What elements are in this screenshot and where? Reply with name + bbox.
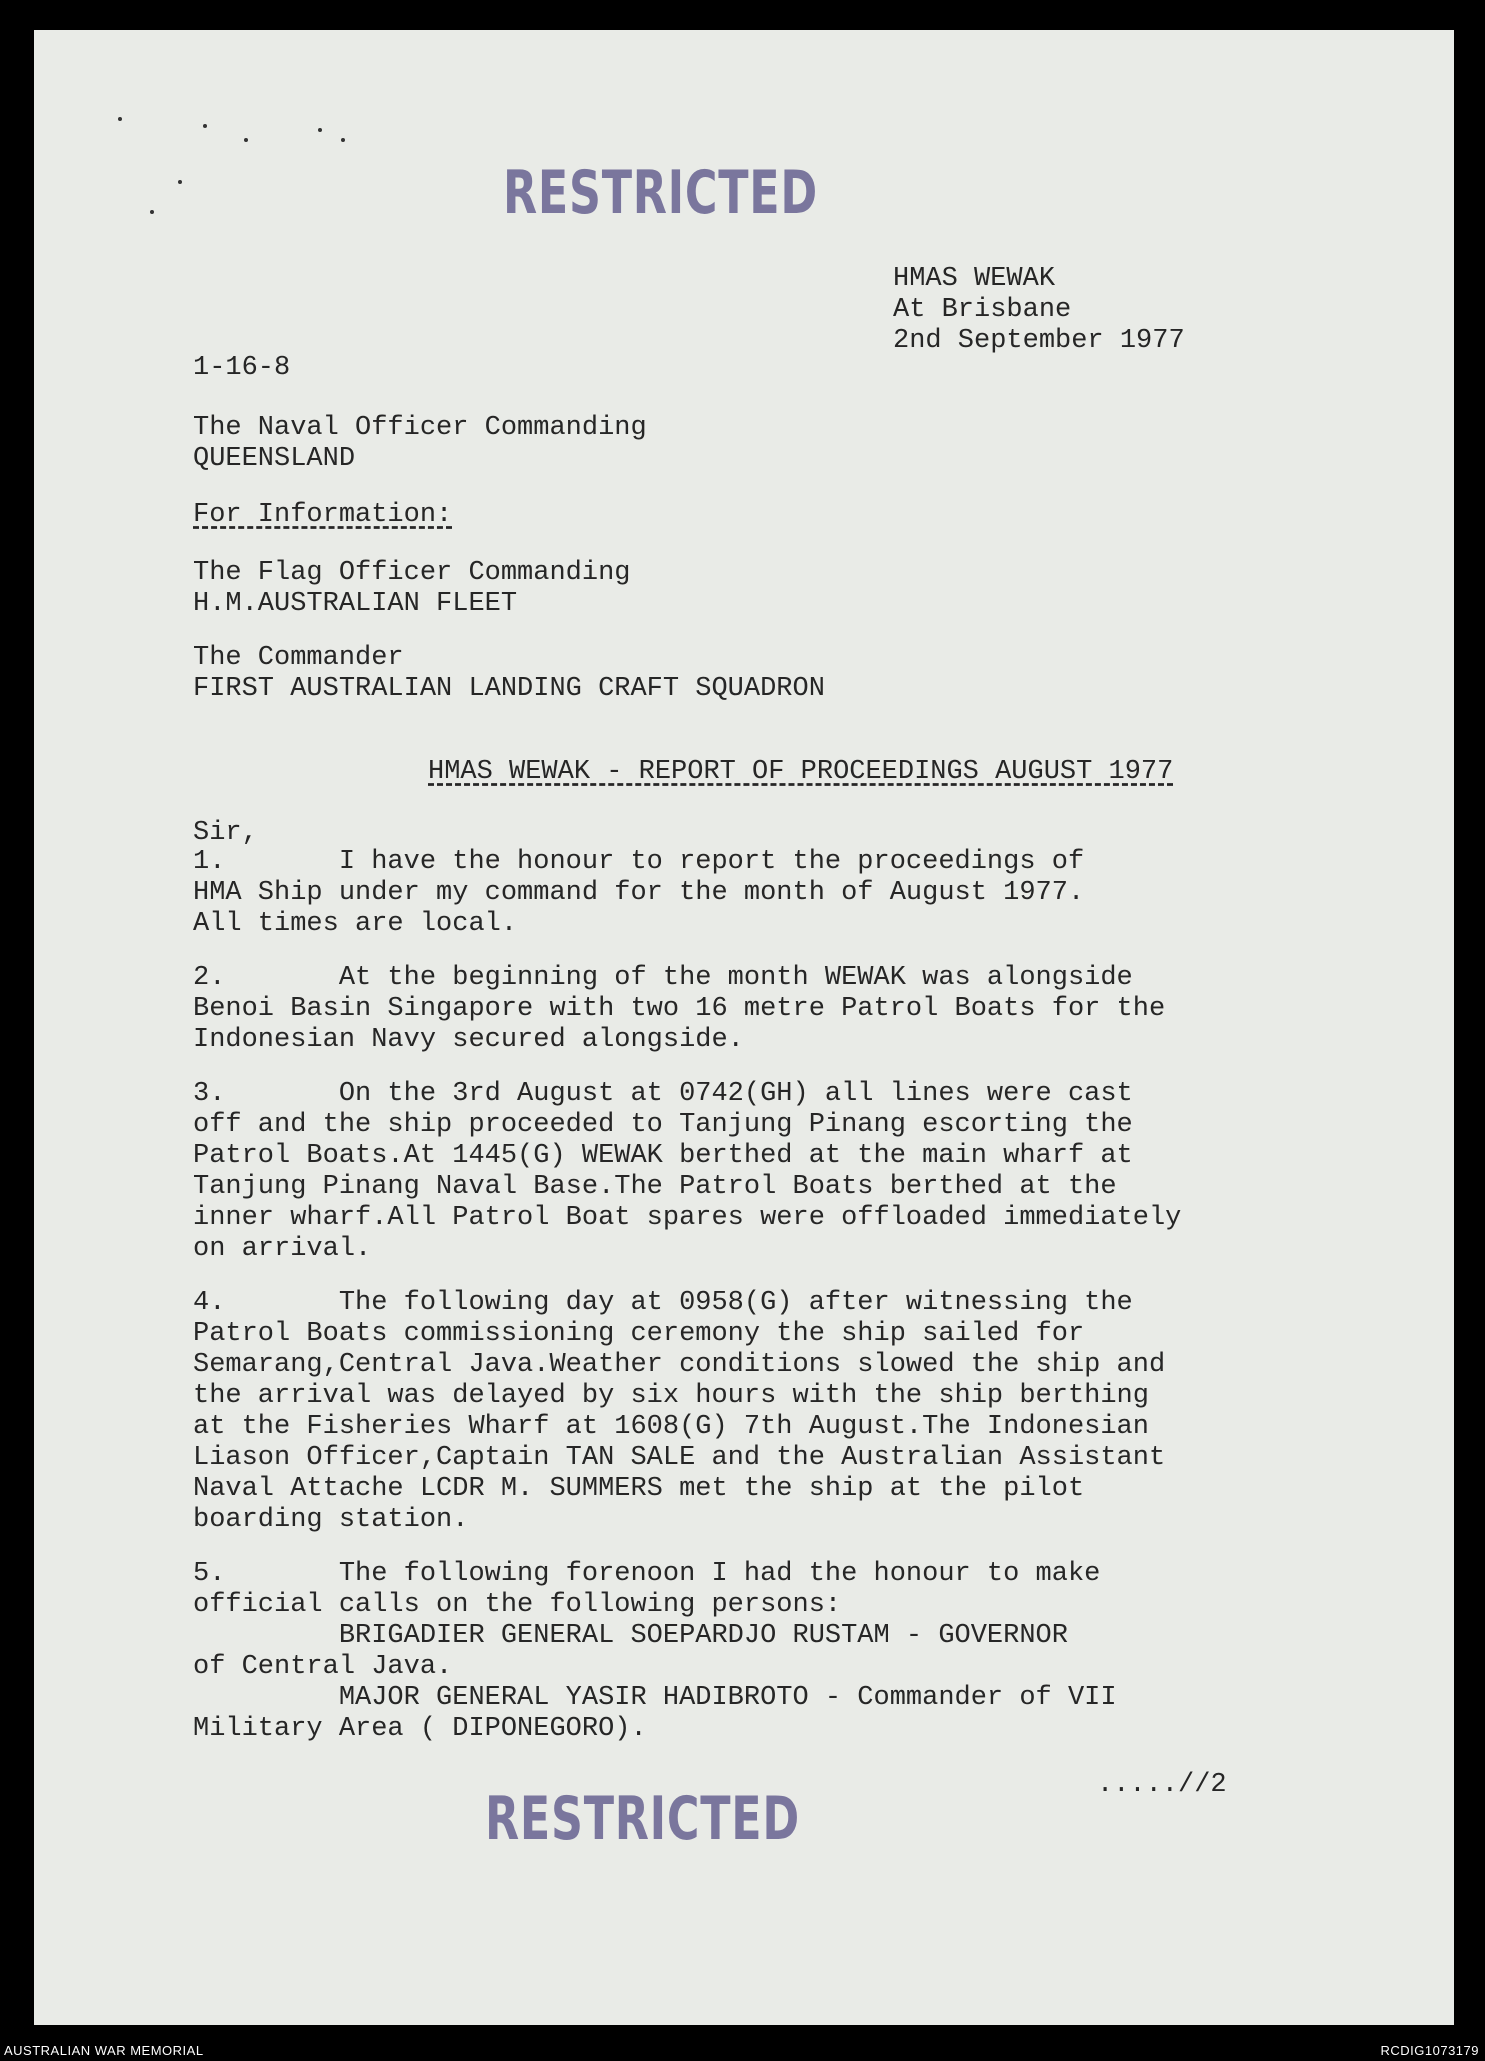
paragraph-4-line: at the Fisheries Wharf at 1608(G) 7th August.The Indonesian bbox=[193, 1412, 1149, 1442]
paragraph-5-line: BRIGADIER GENERAL SOEPARDJO RUSTAM - GOVERNOR bbox=[193, 1621, 1068, 1651]
paragraph-4-line: 4. The following day at 0958(G) after witnessing the bbox=[193, 1288, 1133, 1318]
paragraph-2-line: Indonesian Navy secured alongside. bbox=[193, 1025, 744, 1055]
paragraph-5-line: Military Area ( DIPONEGORO). bbox=[193, 1714, 647, 1744]
paragraph-3-line: Tanjung Pinang Naval Base.The Patrol Boats berthed at the bbox=[193, 1172, 1117, 1202]
sender-location: At Brisbane bbox=[893, 295, 1072, 325]
file-reference: 1-16-8 bbox=[193, 353, 291, 383]
staple-mark bbox=[118, 117, 122, 121]
paragraph-2-line: Benoi Basin Singapore with two 16 metre Patrol Boats for the bbox=[193, 994, 1166, 1024]
staple-mark bbox=[203, 124, 207, 128]
paragraph-4-line: Naval Attache LCDR M. SUMMERS met the ship at the pilot bbox=[193, 1474, 1085, 1504]
paragraph-4-line: Liason Officer,Captain TAN SALE and the Australian Assistant bbox=[193, 1443, 1166, 1473]
addressee-line: The Naval Officer Commanding bbox=[193, 413, 647, 443]
paragraph-4-line: Semarang,Central Java.Weather conditions slowed the ship and bbox=[193, 1350, 1166, 1380]
staple-mark bbox=[341, 138, 345, 142]
restricted-stamp-bottom: RESTRICTED bbox=[485, 1784, 800, 1854]
staple-mark bbox=[244, 138, 248, 142]
page-continuation: .....//2 bbox=[1097, 1770, 1227, 1800]
paragraph-5-line: 5. The following forenoon I had the honour to make bbox=[193, 1559, 1101, 1589]
paragraph-1-line: 1. I have the honour to report the proceedings of bbox=[193, 847, 1085, 877]
info-recipient-line: The Flag Officer Commanding bbox=[193, 558, 631, 588]
paragraph-3-line: inner wharf.All Patrol Boat spares were offloaded immediately bbox=[193, 1203, 1182, 1233]
info-recipient-line: The Commander bbox=[193, 643, 404, 673]
paragraph-4-line: Patrol Boats commissioning ceremony the ship sailed for bbox=[193, 1319, 1085, 1349]
salutation: Sir, bbox=[193, 818, 258, 848]
paragraph-1-line: HMA Ship under my command for the month of August 1977. bbox=[193, 878, 1085, 908]
info-recipient-line: FIRST AUSTRALIAN LANDING CRAFT SQUADRON bbox=[193, 674, 825, 704]
staple-mark bbox=[150, 210, 154, 214]
report-subject: HMAS WEWAK - REPORT OF PROCEEDINGS AUGUST 1977 bbox=[428, 757, 1174, 787]
for-information-heading: For Information: bbox=[193, 500, 453, 530]
archive-credit: AUSTRALIAN WAR MEMORIAL bbox=[4, 2043, 204, 2058]
staple-mark bbox=[318, 128, 322, 132]
paragraph-3-line: off and the ship proceeded to Tanjung Pinang escorting the bbox=[193, 1110, 1133, 1140]
sender-date: 2nd September 1977 bbox=[893, 326, 1185, 356]
paragraph-3-line: Patrol Boats.At 1445(G) WEWAK berthed at the main wharf at bbox=[193, 1141, 1133, 1171]
paragraph-5-line: official calls on the following persons: bbox=[193, 1590, 842, 1620]
restricted-stamp-top: RESTRICTED bbox=[503, 158, 818, 228]
paragraph-2-line: 2. At the beginning of the month WEWAK was alongside bbox=[193, 963, 1133, 993]
paragraph-3-line: 3. On the 3rd August at 0742(GH) all lines were cast bbox=[193, 1079, 1133, 1109]
info-recipient-line: H.M.AUSTRALIAN FLEET bbox=[193, 589, 518, 619]
paragraph-1-line: All times are local. bbox=[193, 909, 518, 939]
staple-mark bbox=[178, 180, 182, 184]
archive-reference: RCDIG1073179 bbox=[1380, 2043, 1479, 2058]
paragraph-3-line: on arrival. bbox=[193, 1234, 372, 1264]
sender-ship: HMAS WEWAK bbox=[893, 264, 1056, 294]
paragraph-4-line: boarding station. bbox=[193, 1505, 469, 1535]
paragraph-4-line: the arrival was delayed by six hours with the ship berthing bbox=[193, 1381, 1149, 1411]
addressee-line: QUEENSLAND bbox=[193, 444, 356, 474]
paragraph-5-line: MAJOR GENERAL YASIR HADIBROTO - Commander of VII bbox=[193, 1683, 1117, 1713]
paragraph-5-line: of Central Java. bbox=[193, 1652, 453, 1682]
